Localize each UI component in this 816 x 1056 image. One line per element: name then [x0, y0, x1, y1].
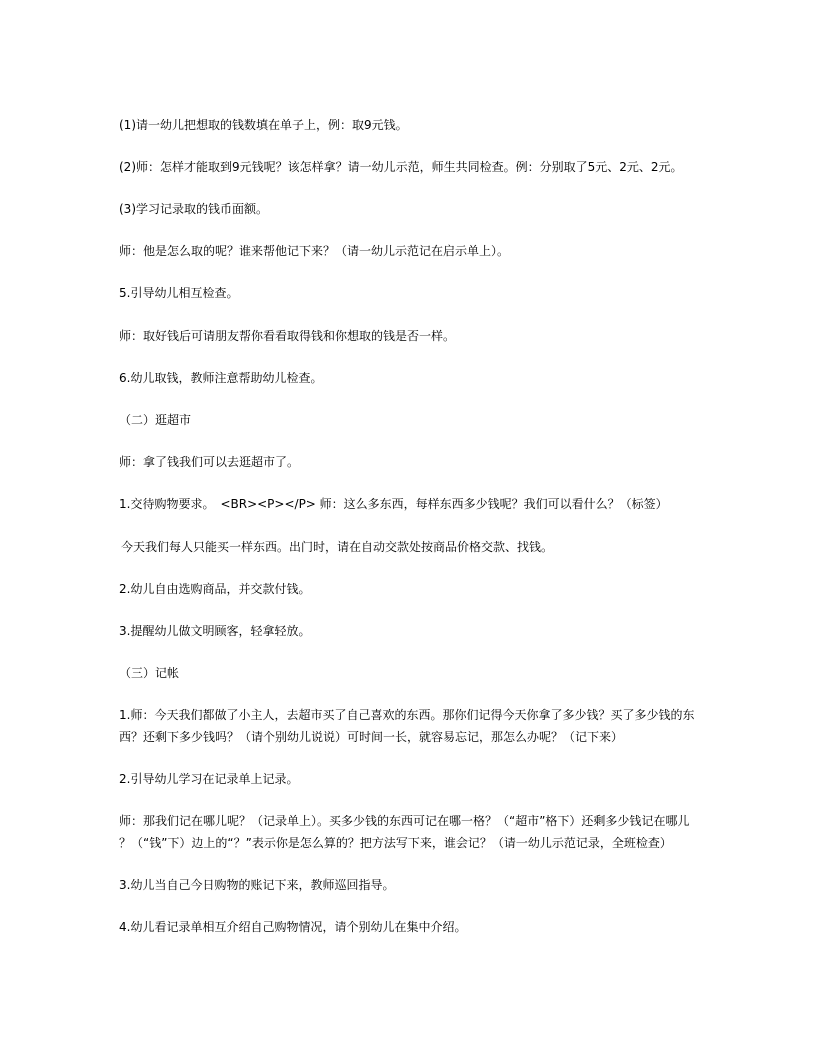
teacher-question-record: 师：他是怎么取的呢？谁来帮他记下来？（请一幼儿示范记在启示单上）。 [119, 244, 510, 258]
step-shopping-requirements: 1.交待购物要求。 <BR><P></P> 师：这么多东西，每样东西多少钱呢？我们可以看什么？（标签） [119, 497, 668, 511]
teacher-peer-check-instruction: 师：取好钱后可请朋友帮你看看取得钱和你想取的钱是否一样。 [119, 329, 456, 343]
step-record-account: 3.幼儿当自己今日购物的账记下来，教师巡回指导。 [119, 878, 395, 892]
shopping-rule-text: 今天我们每人只能买一样东西。出门时，请在自动交款处按商品价格交款、找钱。 [121, 540, 554, 554]
step-free-shopping: 2.幼儿自由选购商品，并交款付钱。 [119, 582, 311, 596]
step-polite-customer: 3.提醒幼儿做文明顾客，轻拿轻放。 [119, 624, 311, 638]
step-learn-recording: 2.引导幼儿学习在记录单上记录。 [119, 772, 299, 786]
step-teacher-demo: (2)师：怎样才能取到9元钱呢？该怎样拿？请一幼儿示范，师生共同检查。例：分别取了5元、2元、2元。 [119, 160, 683, 174]
teacher-go-shopping: 师：拿了钱我们可以去逛超市了。 [119, 455, 300, 469]
step-teacher-summary-line-1: 1.师：今天我们都做了小主人，去超市买了自己喜欢的东西。那你们记得今天你拿了多少钱？买了多少钱的东 [119, 708, 695, 722]
teacher-recording-instruction-line-1: 师：那我们记在哪儿呢？（记录单上）。买多少钱的东西可记在哪一格？（“超市”格下）还剩多少钱记在哪儿 [119, 814, 690, 828]
step-record-denominations: (3)学习记录取的钱币面额。 [119, 202, 268, 216]
section-heading-bookkeeping: （三）记帐 [119, 666, 180, 680]
step-fill-amount: (1)请一幼儿把想取的钱数填在单子上，例：取9元钱。 [119, 118, 408, 132]
step-teacher-summary-line-2: 西？还剩下多少钱吗？（请个别幼儿说说）可时间一长，就容易忘记，那怎么办呢？（记下来） [119, 730, 624, 744]
step-peer-check: 5.引导幼儿相互检查。 [119, 286, 239, 300]
step-take-money: 6.幼儿取钱，教师注意帮助幼儿检查。 [119, 371, 323, 385]
teacher-recording-instruction-line-2: ？（“钱”下）边上的“？”表示你是怎么算的？把方法写下来，谁会记？（请一幼儿示范记录，全班检查） [119, 836, 672, 850]
step-share-records: 4.幼儿看记录单相互介绍自己购物情况，请个别幼儿在集中介绍。 [119, 920, 467, 934]
section-heading-supermarket: （二）逛超市 [119, 413, 192, 427]
